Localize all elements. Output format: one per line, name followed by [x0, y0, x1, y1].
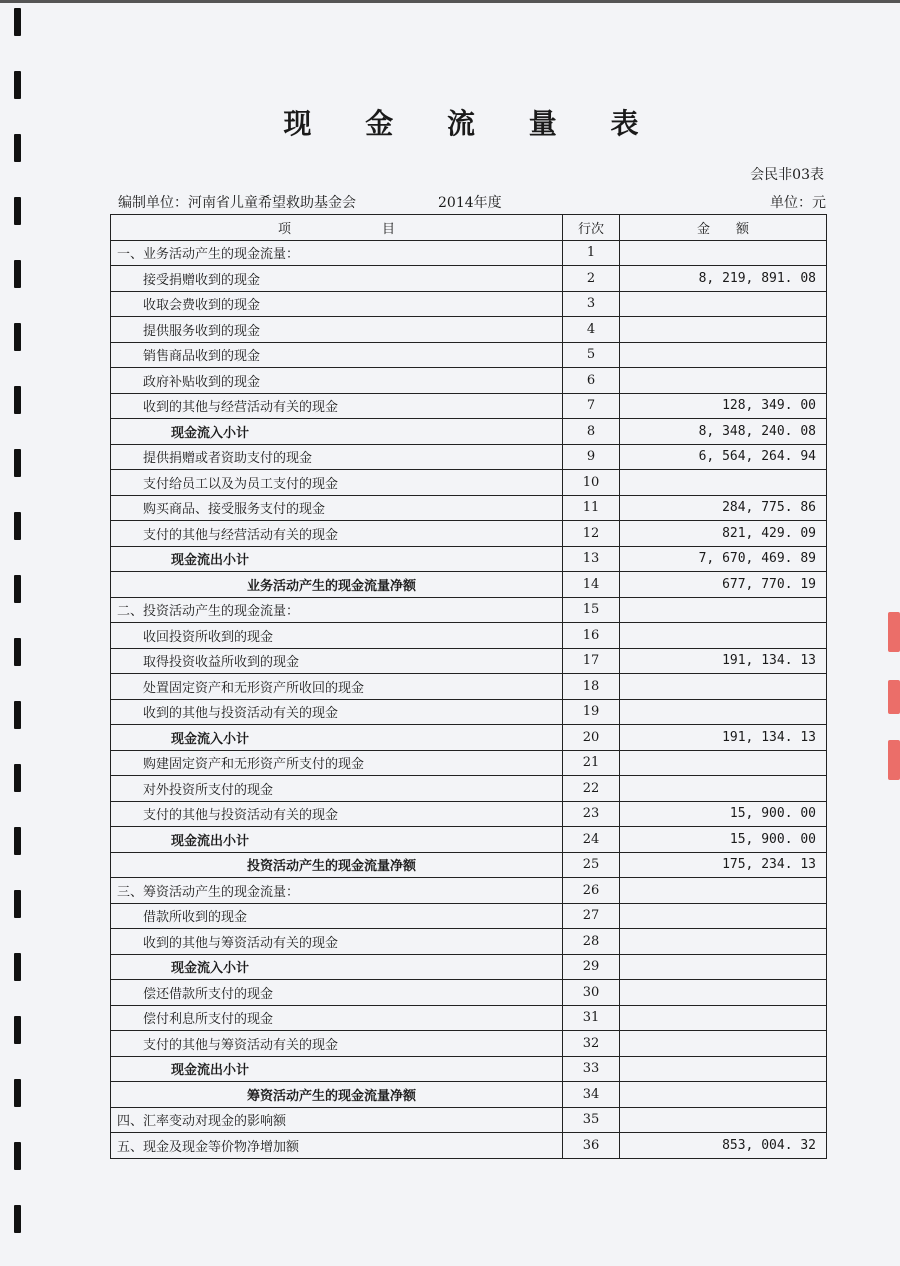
table-row: [111, 954, 827, 980]
row-amount: [620, 776, 827, 802]
row-line-no: 1: [563, 240, 620, 266]
table-row: [111, 852, 827, 878]
table-row: [111, 878, 827, 904]
row-amount: [620, 597, 827, 623]
row-item: 五、现金及现金等价物净增加额: [111, 1133, 563, 1159]
table-row: [111, 776, 827, 802]
row-item: 取得投资收益所收到的现金: [111, 648, 563, 674]
row-line-no: 22: [563, 776, 620, 802]
table-row: [111, 444, 827, 470]
table-row: [111, 572, 827, 598]
row-item: 处置固定资产和无形资产所收回的现金: [111, 674, 563, 700]
row-amount: 6, 564, 264. 94: [620, 444, 827, 470]
table-row: [111, 1005, 827, 1031]
cash-flow-table: [110, 214, 827, 1159]
binding-hole: [14, 827, 21, 855]
row-item: 现金流入小计: [111, 954, 563, 980]
row-amount: [620, 903, 827, 929]
row-amount: 821, 429. 09: [620, 521, 827, 547]
table-row: [111, 1082, 827, 1108]
table-row: [111, 419, 827, 445]
row-item: 筹资活动产生的现金流量净额: [111, 1082, 563, 1108]
row-amount: 128, 349. 00: [620, 393, 827, 419]
table-row: [111, 546, 827, 572]
row-amount: [620, 878, 827, 904]
row-line-no: 3: [563, 291, 620, 317]
row-line-no: 6: [563, 368, 620, 394]
binding-hole: [14, 323, 21, 351]
row-item: 政府补贴收到的现金: [111, 368, 563, 394]
table-row: [111, 801, 827, 827]
binding-hole: [14, 197, 21, 225]
row-amount: 15, 900. 00: [620, 827, 827, 853]
row-item: 三、筹资活动产生的现金流量：: [111, 878, 563, 904]
row-amount: [620, 1031, 827, 1057]
row-line-no: 33: [563, 1056, 620, 1082]
red-stamp-fragment: [888, 680, 900, 714]
scan-top-edge: [0, 0, 900, 3]
table-row: [111, 291, 827, 317]
row-amount: [620, 368, 827, 394]
table-row: [111, 393, 827, 419]
row-amount: 191, 134. 13: [620, 648, 827, 674]
row-amount: 853, 004. 32: [620, 1133, 827, 1159]
binding-hole: [14, 1142, 21, 1170]
currency-unit: 单位：元: [770, 195, 826, 211]
row-item: 收取会费收到的现金: [111, 291, 563, 317]
table-row: [111, 470, 827, 496]
row-amount: [620, 699, 827, 725]
binding-hole: [14, 1205, 21, 1233]
row-item: 支付的其他与经营活动有关的现金: [111, 521, 563, 547]
row-item: 提供捐赠或者资助支付的现金: [111, 444, 563, 470]
row-item: 收回投资所收到的现金: [111, 623, 563, 649]
table-row: [111, 1031, 827, 1057]
header-amount: 金 额: [620, 215, 827, 241]
row-amount: [620, 291, 827, 317]
row-item: 二、投资活动产生的现金流量：: [111, 597, 563, 623]
binding-hole: [14, 71, 21, 99]
row-item: 现金流出小计: [111, 827, 563, 853]
row-item: 购建固定资产和无形资产所支付的现金: [111, 750, 563, 776]
row-amount: [620, 240, 827, 266]
row-item: 支付的其他与投资活动有关的现金: [111, 801, 563, 827]
page-title: 现 金 流 量 表: [283, 107, 661, 140]
row-item: 业务活动产生的现金流量净额: [111, 572, 563, 598]
row-item: 支付给员工以及为员工支付的现金: [111, 470, 563, 496]
table-row: [111, 317, 827, 343]
row-line-no: 11: [563, 495, 620, 521]
table-header-row: [111, 215, 827, 241]
row-item: 投资活动产生的现金流量净额: [111, 852, 563, 878]
header-line-no: 行次: [563, 215, 620, 241]
table-row: [111, 750, 827, 776]
table-row: [111, 240, 827, 266]
row-item: 收到的其他与经营活动有关的现金: [111, 393, 563, 419]
compiler-unit: 编制单位：河南省儿童希望救助基金会: [118, 195, 356, 211]
row-line-no: 21: [563, 750, 620, 776]
row-line-no: 15: [563, 597, 620, 623]
row-amount: [620, 954, 827, 980]
row-item: 收到的其他与筹资活动有关的现金: [111, 929, 563, 955]
header-item: 项 目: [111, 215, 563, 241]
binding-holes: [14, 0, 22, 1266]
binding-hole: [14, 1079, 21, 1107]
row-amount: 8, 219, 891. 08: [620, 266, 827, 292]
row-line-no: 4: [563, 317, 620, 343]
row-line-no: 32: [563, 1031, 620, 1057]
table-row: [111, 648, 827, 674]
row-amount: 8, 348, 240. 08: [620, 419, 827, 445]
binding-hole: [14, 701, 21, 729]
row-amount: [620, 623, 827, 649]
row-line-no: 36: [563, 1133, 620, 1159]
row-item: 接受捐赠收到的现金: [111, 266, 563, 292]
row-line-no: 14: [563, 572, 620, 598]
table-row: [111, 903, 827, 929]
row-line-no: 31: [563, 1005, 620, 1031]
row-line-no: 16: [563, 623, 620, 649]
row-amount: 7, 670, 469. 89: [620, 546, 827, 572]
row-amount: [620, 980, 827, 1006]
binding-hole: [14, 260, 21, 288]
report-period: 2014年度: [438, 195, 502, 211]
red-stamp-fragment: [888, 612, 900, 652]
row-line-no: 27: [563, 903, 620, 929]
row-amount: [620, 317, 827, 343]
table-row: [111, 521, 827, 547]
table-row: [111, 1133, 827, 1159]
binding-hole: [14, 1016, 21, 1044]
row-amount: 284, 775. 86: [620, 495, 827, 521]
table-row: [111, 266, 827, 292]
row-amount: [620, 1005, 827, 1031]
table-row: [111, 980, 827, 1006]
row-item: 现金流入小计: [111, 725, 563, 751]
row-item: 销售商品收到的现金: [111, 342, 563, 368]
table-row: [111, 597, 827, 623]
binding-hole: [14, 8, 21, 36]
red-stamp-fragment: [888, 740, 900, 780]
row-item: 支付的其他与筹资活动有关的现金: [111, 1031, 563, 1057]
table-row: [111, 368, 827, 394]
row-line-no: 8: [563, 419, 620, 445]
report-meta: [118, 192, 826, 212]
form-code: 会民非03表: [750, 167, 824, 183]
row-item: 借款所收到的现金: [111, 903, 563, 929]
table-row: [111, 674, 827, 700]
table-row: [111, 1056, 827, 1082]
row-line-no: 12: [563, 521, 620, 547]
table-row: [111, 495, 827, 521]
binding-hole: [14, 890, 21, 918]
table-row: [111, 1107, 827, 1133]
binding-hole: [14, 953, 21, 981]
row-item: 现金流入小计: [111, 419, 563, 445]
row-amount: [620, 750, 827, 776]
row-line-no: 34: [563, 1082, 620, 1108]
table-row: [111, 725, 827, 751]
table-row: [111, 699, 827, 725]
row-item: 一、业务活动产生的现金流量：: [111, 240, 563, 266]
row-line-no: 26: [563, 878, 620, 904]
row-line-no: 5: [563, 342, 620, 368]
row-amount: [620, 1107, 827, 1133]
row-line-no: 23: [563, 801, 620, 827]
row-line-no: 18: [563, 674, 620, 700]
binding-hole: [14, 764, 21, 792]
row-line-no: 9: [563, 444, 620, 470]
row-line-no: 35: [563, 1107, 620, 1133]
row-line-no: 19: [563, 699, 620, 725]
binding-hole: [14, 449, 21, 477]
row-line-no: 30: [563, 980, 620, 1006]
row-line-no: 17: [563, 648, 620, 674]
row-item: 偿还借款所支付的现金: [111, 980, 563, 1006]
row-amount: 677, 770. 19: [620, 572, 827, 598]
row-item: 购买商品、接受服务支付的现金: [111, 495, 563, 521]
binding-hole: [14, 575, 21, 603]
row-item: 现金流出小计: [111, 1056, 563, 1082]
row-amount: [620, 342, 827, 368]
row-line-no: 13: [563, 546, 620, 572]
row-item: 提供服务收到的现金: [111, 317, 563, 343]
table-row: [111, 827, 827, 853]
row-line-no: 2: [563, 266, 620, 292]
row-line-no: 25: [563, 852, 620, 878]
row-line-no: 20: [563, 725, 620, 751]
binding-hole: [14, 638, 21, 666]
row-item: 四、汇率变动对现金的影响额: [111, 1107, 563, 1133]
row-line-no: 7: [563, 393, 620, 419]
row-item: 对外投资所支付的现金: [111, 776, 563, 802]
row-amount: [620, 1082, 827, 1108]
table-body: [111, 240, 827, 1158]
binding-hole: [14, 512, 21, 540]
row-amount: [620, 929, 827, 955]
row-line-no: 29: [563, 954, 620, 980]
row-amount: 175, 234. 13: [620, 852, 827, 878]
row-amount: 15, 900. 00: [620, 801, 827, 827]
row-line-no: 28: [563, 929, 620, 955]
table-row: [111, 623, 827, 649]
row-item: 收到的其他与投资活动有关的现金: [111, 699, 563, 725]
table-row: [111, 342, 827, 368]
row-item: 偿付利息所支付的现金: [111, 1005, 563, 1031]
row-line-no: 24: [563, 827, 620, 853]
binding-hole: [14, 386, 21, 414]
row-item: 现金流出小计: [111, 546, 563, 572]
row-line-no: 10: [563, 470, 620, 496]
table-row: [111, 929, 827, 955]
row-amount: 191, 134. 13: [620, 725, 827, 751]
row-amount: [620, 1056, 827, 1082]
row-amount: [620, 470, 827, 496]
row-amount: [620, 674, 827, 700]
